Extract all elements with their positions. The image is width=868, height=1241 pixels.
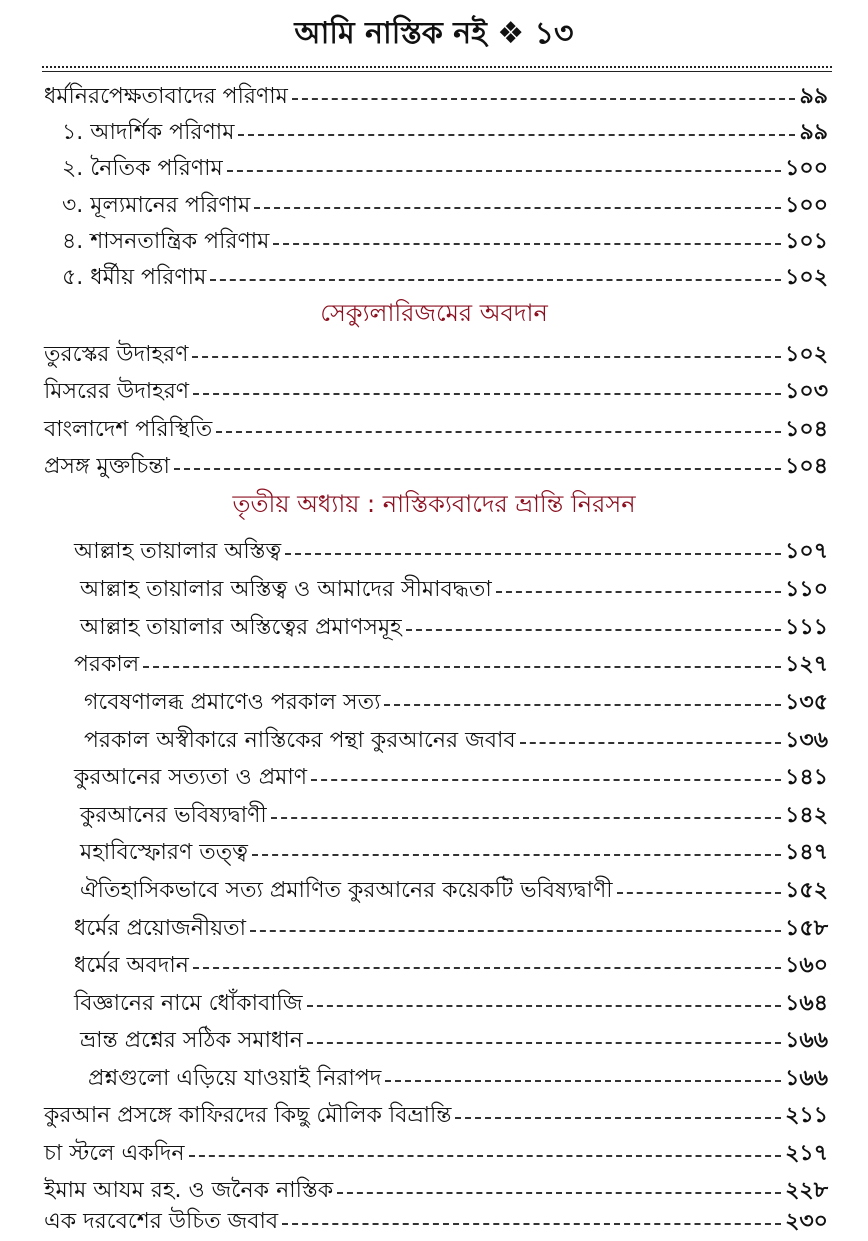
toc-leader bbox=[210, 279, 781, 281]
toc-entry-title: এক দরবেশের উচিত জবাব bbox=[44, 1209, 279, 1234]
toc-entry-page: ১০৭ bbox=[785, 539, 828, 564]
toc-entry-title: আল্লাহ তায়ালার অস্তিত্ব ও আমাদের সীমাবদ্ধতা bbox=[80, 577, 492, 602]
toc-entry-title: ৩. মূল্যমানের পরিণাম bbox=[62, 193, 251, 218]
toc-entry[interactable] bbox=[74, 947, 828, 985]
toc-entry-page: ২১৭ bbox=[785, 1141, 828, 1166]
toc-leader bbox=[271, 817, 781, 819]
toc-entry[interactable] bbox=[62, 114, 828, 152]
toc-entry-page: ১৬০ bbox=[785, 953, 828, 978]
toc-entry-title: ধর্মের অবদান bbox=[74, 953, 189, 978]
toc-entry-title: ভ্রান্ত প্রশ্নের সঠিক সমাধান bbox=[80, 1028, 303, 1053]
toc-entry[interactable] bbox=[74, 759, 828, 797]
toc-entry-title: চা স্টলে একদিন bbox=[44, 1141, 185, 1166]
toc-entry-title: ঐতিহাসিকভাবে সত্য প্রমাণিত কুরআনের কয়েকটি ভবিষ্যদ্বাণী bbox=[80, 878, 613, 903]
toc-entry-title: ইমাম আযম রহ. ও জনৈক নাস্তিক bbox=[44, 1178, 334, 1203]
toc-entry-page: ১০১ bbox=[785, 229, 828, 254]
toc-leader bbox=[252, 854, 781, 856]
toc-entry-page: ৯৯ bbox=[799, 120, 828, 145]
toc-entry-title: ধর্মনিরপেক্ষতাবাদের পরিণাম bbox=[44, 84, 288, 109]
page-header: আমি নাস্তিক নই ❖ ১৩ bbox=[294, 16, 574, 51]
section-heading: সেক্যুলারিজমের অবদান bbox=[320, 299, 548, 327]
toc-entry-page: ১৩৬ bbox=[785, 728, 828, 753]
chapter-heading: তৃতীয় অধ্যায় : নাস্তিক্যবাদের ভ্রান্তি নিরসন bbox=[232, 490, 636, 518]
toc-entry[interactable] bbox=[44, 78, 828, 116]
toc-entry[interactable] bbox=[80, 571, 828, 609]
toc-entry[interactable] bbox=[44, 1135, 828, 1173]
toc-entry[interactable] bbox=[74, 533, 828, 571]
toc-entry-title: ১. আদর্শিক পরিণাম bbox=[62, 120, 235, 145]
toc-entry-title: প্রশ্নগুলো এড়িয়ে যাওয়াই নিরাপদ bbox=[88, 1066, 382, 1091]
toc-entry-page: ১৩৫ bbox=[785, 690, 828, 715]
toc-leader bbox=[238, 134, 795, 136]
toc-leader bbox=[254, 207, 781, 209]
toc-entry[interactable] bbox=[80, 834, 828, 872]
toc-entry[interactable] bbox=[84, 722, 828, 760]
toc-leader bbox=[617, 892, 782, 894]
toc-leader bbox=[189, 1155, 782, 1157]
toc-entry[interactable] bbox=[44, 448, 828, 486]
toc-entry-title: ২. নৈতিক পরিণাম bbox=[62, 156, 223, 181]
toc-entry-title: গবেষণালব্ধ প্রমাণেও পরকাল সত্য bbox=[84, 690, 381, 715]
toc-entry-page: ১৪২ bbox=[785, 803, 828, 828]
toc-entry-page: ২২৮ bbox=[785, 1178, 828, 1203]
toc-entry[interactable] bbox=[80, 797, 828, 835]
toc-entry-title: প্রসঙ্গ মুক্তচিন্তা bbox=[44, 454, 170, 479]
toc-entry-title: মিসরের উদাহরণ bbox=[44, 379, 190, 404]
toc-entry-page: ১৬৬ bbox=[785, 1028, 828, 1053]
toc-entry-page: ১৫২ bbox=[785, 878, 828, 903]
toc-entry[interactable] bbox=[80, 1022, 828, 1060]
toc-entry[interactable] bbox=[44, 336, 828, 374]
toc-entry-title: আল্লাহ তায়ালার অস্তিত্বের প্রমাণসমূহ bbox=[80, 615, 402, 640]
toc-entry-title: পরকাল bbox=[74, 652, 140, 677]
toc-leader bbox=[311, 779, 781, 781]
toc-entry[interactable] bbox=[74, 910, 828, 948]
toc-entry[interactable] bbox=[62, 150, 828, 188]
toc-entry[interactable] bbox=[88, 1060, 828, 1098]
toc-leader bbox=[337, 1192, 781, 1194]
toc-entry[interactable] bbox=[84, 684, 828, 722]
toc-entry-title: ৪. শাসনতান্ত্রিক পরিণাম bbox=[62, 229, 270, 254]
toc-entry-page: ১৫৮ bbox=[785, 916, 828, 941]
toc-entry-page: ১৪১ bbox=[785, 765, 828, 790]
toc-entry[interactable] bbox=[62, 223, 828, 261]
toc-entry-page: ১০০ bbox=[785, 156, 828, 181]
toc-leader bbox=[307, 1042, 781, 1044]
toc-leader bbox=[227, 170, 781, 172]
toc-entry-title: বিজ্ঞানের নামে ধোঁকাবাজি bbox=[74, 991, 303, 1016]
toc-entry[interactable] bbox=[44, 1203, 828, 1241]
toc-entry-page: ১০০ bbox=[785, 193, 828, 218]
toc-entry-page: ১৬৪ bbox=[785, 991, 828, 1016]
toc-entry-title: ধর্মের প্রয়োজনীয়তা bbox=[74, 916, 247, 941]
toc-leader bbox=[193, 967, 781, 969]
toc-leader bbox=[385, 1080, 781, 1082]
toc-entry[interactable] bbox=[74, 646, 828, 684]
toc-entry[interactable] bbox=[44, 411, 828, 449]
toc-entry-page: ১১০ bbox=[785, 577, 828, 602]
toc-leader bbox=[143, 666, 781, 668]
toc-entry-page: ১৬৬ bbox=[785, 1066, 828, 1091]
toc-leader bbox=[520, 742, 781, 744]
toc-entry-title: বাংলাদেশ পরিস্থিতি bbox=[44, 417, 213, 442]
toc-entry-title: আল্লাহ তায়ালার অস্তিত্ব bbox=[74, 539, 282, 564]
toc-leader bbox=[455, 1117, 781, 1119]
toc-entry-page: ২৩০ bbox=[785, 1209, 828, 1234]
toc-entry-title: কুরআন প্রসঙ্গে কাফিরদের কিছু মৌলিক বিভ্রান্তি bbox=[44, 1103, 452, 1128]
toc-entry-title: ৫. ধর্মীয় পরিণাম bbox=[62, 265, 207, 290]
toc-leader bbox=[496, 591, 781, 593]
toc-entry[interactable] bbox=[44, 1097, 828, 1135]
toc-entry[interactable] bbox=[74, 985, 828, 1023]
toc-entry-page: ১০৪ bbox=[785, 417, 828, 442]
toc-entry[interactable] bbox=[62, 187, 828, 225]
toc-entry-page: ১২৭ bbox=[785, 652, 828, 677]
toc-leader bbox=[292, 98, 796, 100]
toc-entry[interactable] bbox=[62, 259, 828, 297]
toc-leader bbox=[174, 468, 781, 470]
toc-entry[interactable] bbox=[80, 872, 828, 910]
toc-entry-title: মহাবিস্ফোরণ তত্ত্ব bbox=[80, 840, 248, 865]
toc-leader bbox=[384, 704, 781, 706]
toc-entry-title: কুরআনের ভবিষ্যদ্বাণী bbox=[80, 803, 267, 828]
toc-entry[interactable] bbox=[80, 609, 828, 647]
toc-entry-title: তুরস্কের উদাহরণ bbox=[44, 342, 189, 367]
toc-entry-page: ২১১ bbox=[785, 1103, 828, 1128]
toc-leader bbox=[285, 553, 781, 555]
toc-leader bbox=[250, 930, 781, 932]
toc-entry-page: ১০২ bbox=[785, 342, 828, 367]
toc-entry-page: ৯৯ bbox=[799, 84, 828, 109]
toc-entry-title: পরকাল অস্বীকারে নাস্তিকের পন্থা কুরআনের জবাব bbox=[84, 728, 516, 753]
toc-leader bbox=[216, 431, 781, 433]
toc-entry[interactable] bbox=[44, 373, 828, 411]
toc-entry-page: ১০৩ bbox=[785, 379, 828, 404]
toc-leader bbox=[273, 243, 781, 245]
toc-entry-page: ১০২ bbox=[785, 265, 828, 290]
toc-leader bbox=[193, 393, 781, 395]
toc-leader bbox=[406, 629, 781, 631]
toc-leader bbox=[307, 1005, 782, 1007]
toc-entry-page: ১১১ bbox=[785, 615, 828, 640]
toc-entry-title: কুরআনের সত্যতা ও প্রমাণ bbox=[74, 765, 308, 790]
toc-entry-page: ১০৪ bbox=[785, 454, 828, 479]
toc-entry-page: ১৪৭ bbox=[785, 840, 828, 865]
toc-leader bbox=[282, 1223, 781, 1225]
toc-leader bbox=[192, 356, 781, 358]
